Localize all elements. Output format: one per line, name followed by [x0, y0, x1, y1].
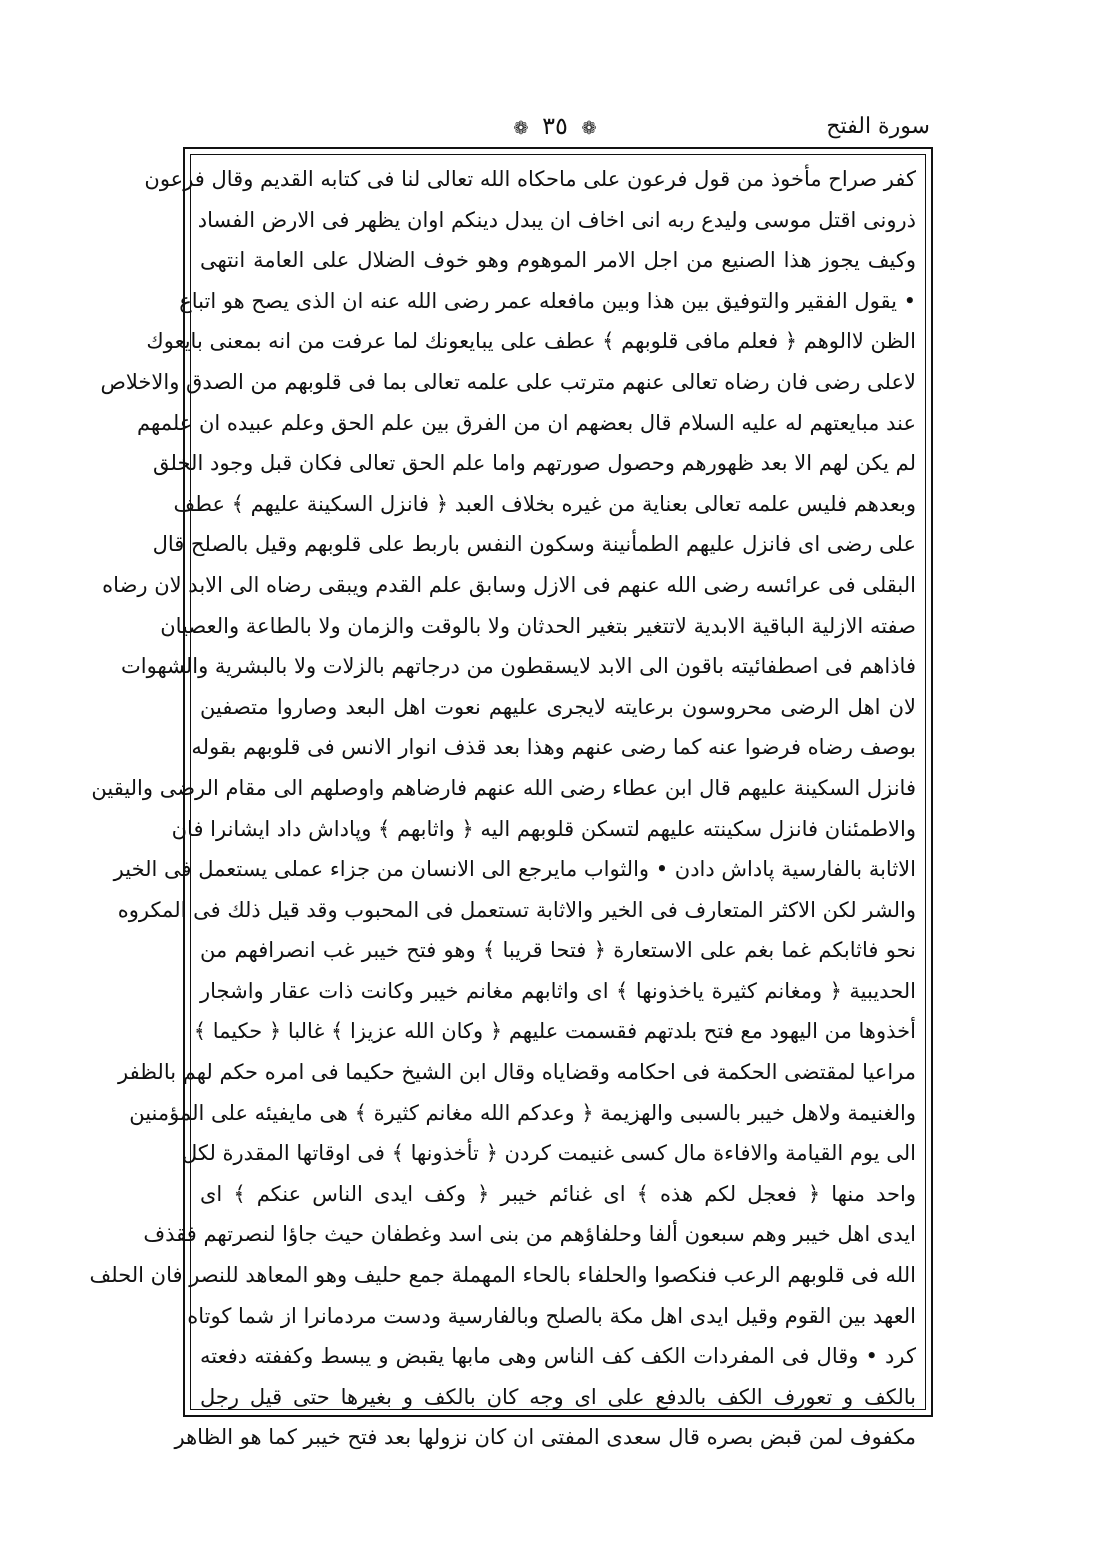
ornament-left-icon: ❁	[581, 118, 597, 139]
text-line: لان اهل الرضى محروسون برعايته لايجرى عليهم نعوت اهل البعد وصاروا متصفين	[200, 694, 916, 719]
text-line: نحو فاثابكم غما بغم على الاستعارة ﴿ فتحا قريبا ﴾ وهو فتح خيبر غب انصرافهم من	[200, 938, 916, 963]
text-line: ايدى اهل خيبر وهم سبعون ألفا وحلفاؤهم من بنى اسد وغطفان حيث جاؤا لنصرتهم فقذف	[143, 1222, 916, 1247]
text-line: • يقول الفقير والتوفيق بين هذا وبين مافعله عمر رضى الله عنه ان الذى يصح هو اتباع	[179, 288, 916, 313]
text-line: كرد • وقال فى المفردات الكف كف الناس وهى مابها يقبض و يبسط وكففته دفعته	[200, 1344, 916, 1369]
text-line: كفر صراح مأخوذ من قول فرعون على ماحكاه الله تعالى لنا فى كتابه القديم وقال فرعون	[144, 167, 916, 191]
page-header	[185, 112, 930, 148]
text-line: والشر لكن الاكثر المتعارف فى الخير والاثابة تستعمل فى المحبوب وقد قيل ذلك فى المكروه	[117, 897, 916, 922]
text-line: الحديبية ﴿ ومغانم كثيرة ياخذونها ﴾ اى واثابهم مغانم خيبر وكانت ذات عقار واشجار	[200, 978, 916, 1003]
text-line: وكيف يجوز هذا الصنيع من اجل الامر الموهوم وهو خوف الضلال على العامة انتهى	[200, 248, 916, 273]
text-line: بالكف و تعورف الكف بالدفع على اى وجه كان بالكف و بغيرها حتى قيل رجل	[200, 1384, 916, 1409]
text-line: مراعيا لمقتضى الحكمة فى احكامه وقضاياه وقال ابن الشيخ حكيما فى امره حكم لهم بالظفر	[118, 1060, 916, 1085]
text-line: على رضى اى فانزل عليهم الطمأنينة وسكون النفس باربط على قلوبهم وقيل بالصلح قال	[152, 532, 916, 557]
text-line: بوصف رضاه فرضوا عنه كما رضى عنهم وهذا بعد قذف انوار الانس فى قلوبهم بقوله	[191, 735, 916, 760]
text-line: الظن لاالوهم ﴿ فعلم مافى قلوبهم ﴾ عطف على يبايعونك لما عرفت من انه بمعنى بايعوك	[146, 329, 916, 354]
page-number-block	[475, 112, 635, 140]
text-line: العهد بين القوم وقيل ايدى اهل مكة بالصلح وبالفارسية ودست مردمانرا از شما كوتاه	[187, 1303, 916, 1328]
text-line: مكفوف لمن قبض بصره قال سعدى المفتى ان كان نزولها بعد فتح خيبر كما هو الظاهر	[174, 1425, 916, 1450]
page-text-body	[89, 159, 916, 1458]
text-line: لم يكن لهم الا بعد ظهورهم وحصول صورتهم واما علم الحق تعالى فكان قبل وجود الخلق	[153, 451, 916, 476]
text-line: ذرونى اقتل موسى وليدع ربه انى اخاف ان يبدل دينكم اوان يظهر فى الارض الفساد	[197, 207, 916, 232]
text-line: الله فى قلوبهم الرعب فنكصوا والحلفاء بالحاء المهملة جمع حليف وهو المعاهد للنصر فان الحلف	[89, 1263, 916, 1288]
text-line: لاعلى رضى فان رضاه تعالى عنهم مترتب على علمه تعالى بما فى قلوبهم من الصدق والاخلاص	[100, 369, 916, 394]
text-line: الاثابة بالفارسية پاداش دادن • والثواب مايرجع الى الانسان من جزاء عملى يستعمل فى الخير	[113, 857, 916, 882]
ornament-right-icon: ❁	[513, 118, 529, 139]
text-line: البقلى فى عرائسه رضى الله عنهم فى الازل وسابق علم القدم ويبقى رضاه الى الابد لان رضاه	[102, 572, 916, 597]
text-line: وبعدهم فليس علمه تعالى بعناية من غيره بخلاف العبد ﴿ فانزل السكينة عليهم ﴾ عطف	[173, 491, 916, 516]
text-line: فانزل السكينة عليهم قال ابن عطاء رضى الله عنهم فارضاهم واوصلهم الى مقام الرضى واليقين	[91, 775, 916, 800]
text-line: فاذاهم فى اصطفائيته باقون الى الابد لايسقطون من درجاتهم بالزلات ولا بالبشرية والشهوات	[121, 654, 916, 679]
page-number: ٣٥	[542, 112, 568, 140]
text-line: صفته الازلية الباقية الابدية لاتتغير بتغير الحدثان ولا بالوقت والزمان ولا بالطاعة والعصيان	[160, 613, 916, 638]
text-line: والغنيمة ولاهل خيبر بالسبى والهزيمة ﴿ وعدكم الله مغانم كثيرة ﴾ هى مايفيئه على المؤمنين	[129, 1100, 916, 1125]
text-line: أخذوها من اليهود مع فتح بلدتهم فقسمت عليهم ﴿ وكان الله عزيزا ﴾ غالبا ﴿ حكيما ﴾	[193, 1019, 916, 1044]
text-line: عند مبايعتهم له عليه السلام قال بعضهم ان من الفرق بين علم الحق وعلم عبيده ان علمهم	[137, 410, 916, 435]
surah-title: سورة الفتح	[826, 114, 930, 139]
text-line: والاطمئنان فانزل سكينته عليهم لتسكن قلوبهم اليه ﴿ واثابهم ﴾ وپاداش داد ايشانرا فان	[171, 816, 916, 841]
text-line: واحد منها ﴿ فعجل لكم هذه ﴾ اى غنائم خيبر ﴿ وكف ايدى الناس عنكم ﴾ اى	[200, 1181, 916, 1206]
text-line: الى يوم القيامة والافاءة مال كسى غنيمت كردن ﴿ تأخذونها ﴾ فى اوقاتها المقدرة لكل	[181, 1141, 916, 1166]
